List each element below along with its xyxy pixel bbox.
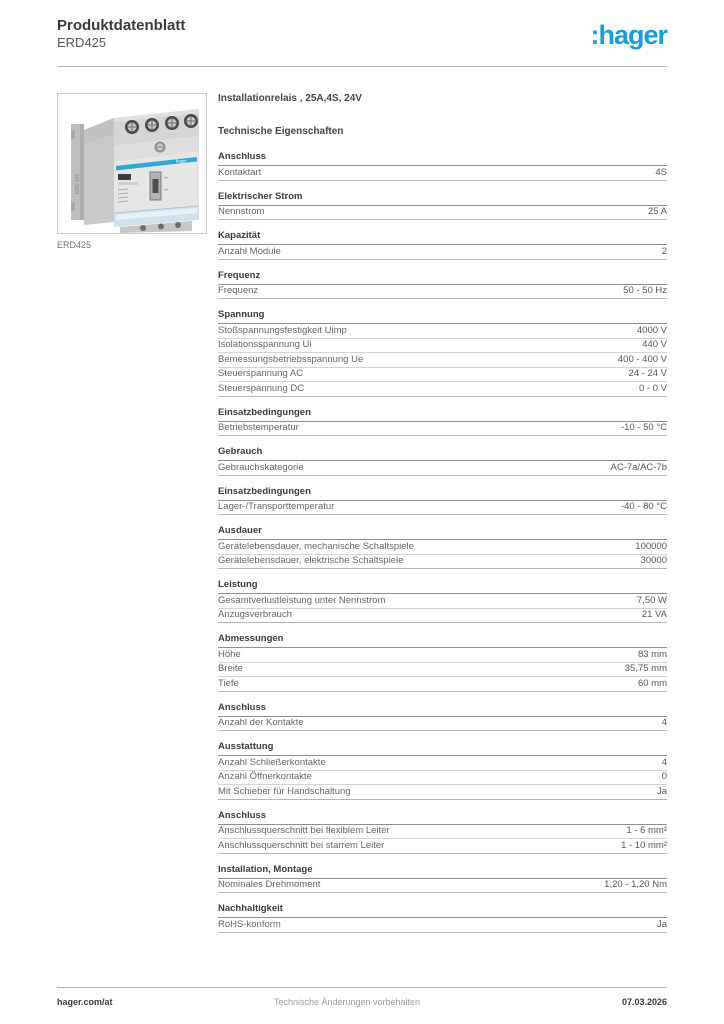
spec-row-value: 21 VA xyxy=(641,609,667,620)
spec-row-value: 0 - 0 V xyxy=(639,382,667,394)
spec-row xyxy=(218,368,667,383)
spec-row-value: 4S xyxy=(655,166,667,178)
spec-row-label: RoHS-konform xyxy=(218,918,281,930)
spec-row-value: Ja xyxy=(656,785,667,797)
spec-row-label: Anschlussquerschnitt bei flexiblem Leiter xyxy=(218,825,390,836)
product-column xyxy=(57,93,207,943)
spec-row-label: Tiefe xyxy=(218,677,239,689)
spec-row xyxy=(218,677,667,692)
spec-row-value: 7,50 W xyxy=(636,594,667,606)
spec-row-value: 0 xyxy=(661,771,667,782)
spec-row-label: Anzahl Schließerkontakte xyxy=(218,756,326,768)
header-divider xyxy=(57,66,667,67)
spec-row-value: Ja xyxy=(656,918,667,930)
spec-section xyxy=(218,270,667,300)
spec-row xyxy=(218,501,667,516)
spec-row xyxy=(218,353,667,368)
spec-row xyxy=(218,609,667,624)
spec-row-value: AC-7a/AC-7b xyxy=(610,461,667,473)
spec-row-value: 30000 xyxy=(640,555,667,566)
spec-section xyxy=(218,446,667,476)
spec-row-label: Anzahl Öffnerkontakte xyxy=(218,771,312,782)
spec-row-value: 1 - 6 mm² xyxy=(626,825,667,836)
spec-section xyxy=(218,309,667,397)
spec-section-heading: Gebrauch xyxy=(218,446,667,461)
spec-section-heading: Elektrischer Strom xyxy=(218,191,667,206)
doc-footer xyxy=(57,987,667,1007)
spec-row-value: 24 - 24 V xyxy=(628,368,667,379)
spec-row-label: Gebrauchskategorie xyxy=(218,461,304,473)
spec-section xyxy=(218,903,667,933)
spec-section xyxy=(218,633,667,692)
spec-row-label: Anschlussquerschnitt bei starrem Leiter xyxy=(218,839,385,851)
spec-row-label: Nominales Drehmoment xyxy=(218,879,321,890)
product-image-caption: ERD425 xyxy=(57,240,92,250)
spec-row xyxy=(218,771,667,786)
footer-website-link[interactable]: hager.com/at xyxy=(57,997,113,1007)
spec-section-heading: Anschluss xyxy=(218,810,667,825)
spec-row-value: 4 xyxy=(661,756,667,768)
spec-row-label: Steuerspannung DC xyxy=(218,382,305,394)
spec-row-label: Kontaktart xyxy=(218,166,262,178)
spec-row-value: 60 mm xyxy=(637,677,667,689)
spec-row xyxy=(218,422,667,437)
spec-row xyxy=(218,285,667,300)
product-title: Installationrelais , 25A,4S, 24V xyxy=(218,93,362,104)
spec-section xyxy=(218,407,667,437)
spec-column xyxy=(218,93,667,943)
spec-section-heading: Kapazität xyxy=(218,230,667,245)
spec-section xyxy=(218,151,667,181)
spec-row-value: -10 - 50 °C xyxy=(620,422,667,433)
spec-table-title: Technische Eigenschaften xyxy=(218,126,344,137)
spec-row-label: Stoßspannungsfestigkeit Uimp xyxy=(218,324,347,336)
spec-row-value: 1 - 10 mm² xyxy=(621,839,667,851)
svg-text:hager: hager xyxy=(176,158,187,164)
spec-row-label: Anzugsverbrauch xyxy=(218,609,292,620)
spec-row-label: Nennstrom xyxy=(218,206,265,217)
spec-row-label: Gerätelebensdauer, elektrische Schaltspiele xyxy=(218,555,404,566)
spec-section-heading: Frequenz xyxy=(218,270,667,285)
spec-row-value: 440 V xyxy=(642,339,667,350)
spec-row-value: 50 - 50 Hz xyxy=(623,285,667,296)
spec-row-label: Mit Schieber für Handschaltung xyxy=(218,785,351,797)
spec-section-heading: Abmessungen xyxy=(218,633,667,648)
spec-row-label: Anzahl der Kontakte xyxy=(218,717,304,728)
spec-section-heading: Installation, Montage xyxy=(218,864,667,879)
spec-row-value: 35,75 mm xyxy=(624,663,667,674)
spec-row-label: Betriebstemperatur xyxy=(218,422,299,433)
spec-row xyxy=(218,717,667,732)
spec-row xyxy=(218,663,667,678)
footer-disclaimer: Technische Änderungen vorbehalten xyxy=(273,997,421,1007)
spec-row xyxy=(218,648,667,663)
spec-row xyxy=(218,756,667,771)
relay-device-illustration xyxy=(58,94,206,233)
spec-row xyxy=(218,918,667,933)
spec-row xyxy=(218,245,667,260)
spec-row xyxy=(218,825,667,840)
spec-section xyxy=(218,486,667,516)
spec-row xyxy=(218,879,667,894)
spec-row-value: 4 xyxy=(661,717,667,728)
spec-row xyxy=(218,555,667,570)
spec-row-value: 83 mm xyxy=(637,648,667,660)
spec-section-heading: Einsatzbedingungen xyxy=(218,486,667,501)
spec-row xyxy=(218,324,667,339)
product-image xyxy=(57,93,207,234)
svg-text:ERD 425: ERD 425 xyxy=(75,173,81,194)
spec-row-label: Gesamtverlustleistung unter Nennstrom xyxy=(218,594,386,606)
spec-section-heading: Einsatzbedingungen xyxy=(218,407,667,422)
main-content xyxy=(57,93,667,943)
spec-row xyxy=(218,206,667,221)
spec-row-label: Breite xyxy=(218,663,243,674)
spec-row-label: Anzahl Module xyxy=(218,245,281,257)
spec-section-heading: Anschluss xyxy=(218,702,667,717)
spec-section xyxy=(218,810,667,854)
spec-row xyxy=(218,540,667,555)
spec-row-label: Isolationsspannung Ui xyxy=(218,339,312,350)
footer-date: 07.03.2026 xyxy=(621,997,667,1007)
doc-title-block xyxy=(57,17,185,51)
spec-section xyxy=(218,864,667,894)
spec-row-value: 400 - 400 V xyxy=(617,353,667,365)
spec-section xyxy=(218,230,667,260)
spec-row-value: 2 xyxy=(661,245,667,257)
spec-section-heading: Leistung xyxy=(218,579,667,594)
spec-row-value: 100000 xyxy=(635,540,667,552)
spec-section-heading: Ausdauer xyxy=(218,525,667,540)
spec-section xyxy=(218,579,667,623)
spec-row-value: -40 - 80 °C xyxy=(620,501,667,512)
spec-row xyxy=(218,382,667,397)
doc-product-code: ERD425 xyxy=(57,35,107,50)
doc-title: Produktdatenblatt xyxy=(57,17,186,34)
spec-section xyxy=(218,741,667,800)
spec-row-value: 25 A xyxy=(647,206,667,217)
spec-section-heading: Nachhaltigkeit xyxy=(218,903,667,918)
spec-sections xyxy=(218,151,667,933)
spec-section-heading: Spannung xyxy=(218,309,667,324)
spec-section xyxy=(218,702,667,732)
spec-row-label: Lager-/Transporttemperatur xyxy=(218,501,335,512)
spec-row xyxy=(218,839,667,854)
spec-section xyxy=(218,191,667,221)
spec-row-label: Höhe xyxy=(218,648,241,660)
spec-row-label: Frequenz xyxy=(218,285,259,296)
spec-row xyxy=(218,461,667,476)
spec-row xyxy=(218,339,667,354)
hager-logo: :hager xyxy=(590,20,667,50)
spec-row-label: Bemessungsbetriebsspannung Ue xyxy=(218,353,364,365)
spec-row-label: Gerätelebensdauer, mechanische Schaltspiele xyxy=(218,540,414,552)
doc-header xyxy=(57,17,667,51)
spec-row-value: 4000 V xyxy=(636,324,667,336)
spec-section xyxy=(218,525,667,569)
spec-row-label: Steuerspannung AC xyxy=(218,368,304,379)
spec-section-heading: Ausstattung xyxy=(218,741,667,756)
spec-row xyxy=(218,594,667,609)
spec-row xyxy=(218,166,667,181)
spec-row xyxy=(218,785,667,800)
spec-row-value: 1,20 - 1,20 Nm xyxy=(604,879,667,890)
spec-section-heading: Anschluss xyxy=(218,151,667,166)
